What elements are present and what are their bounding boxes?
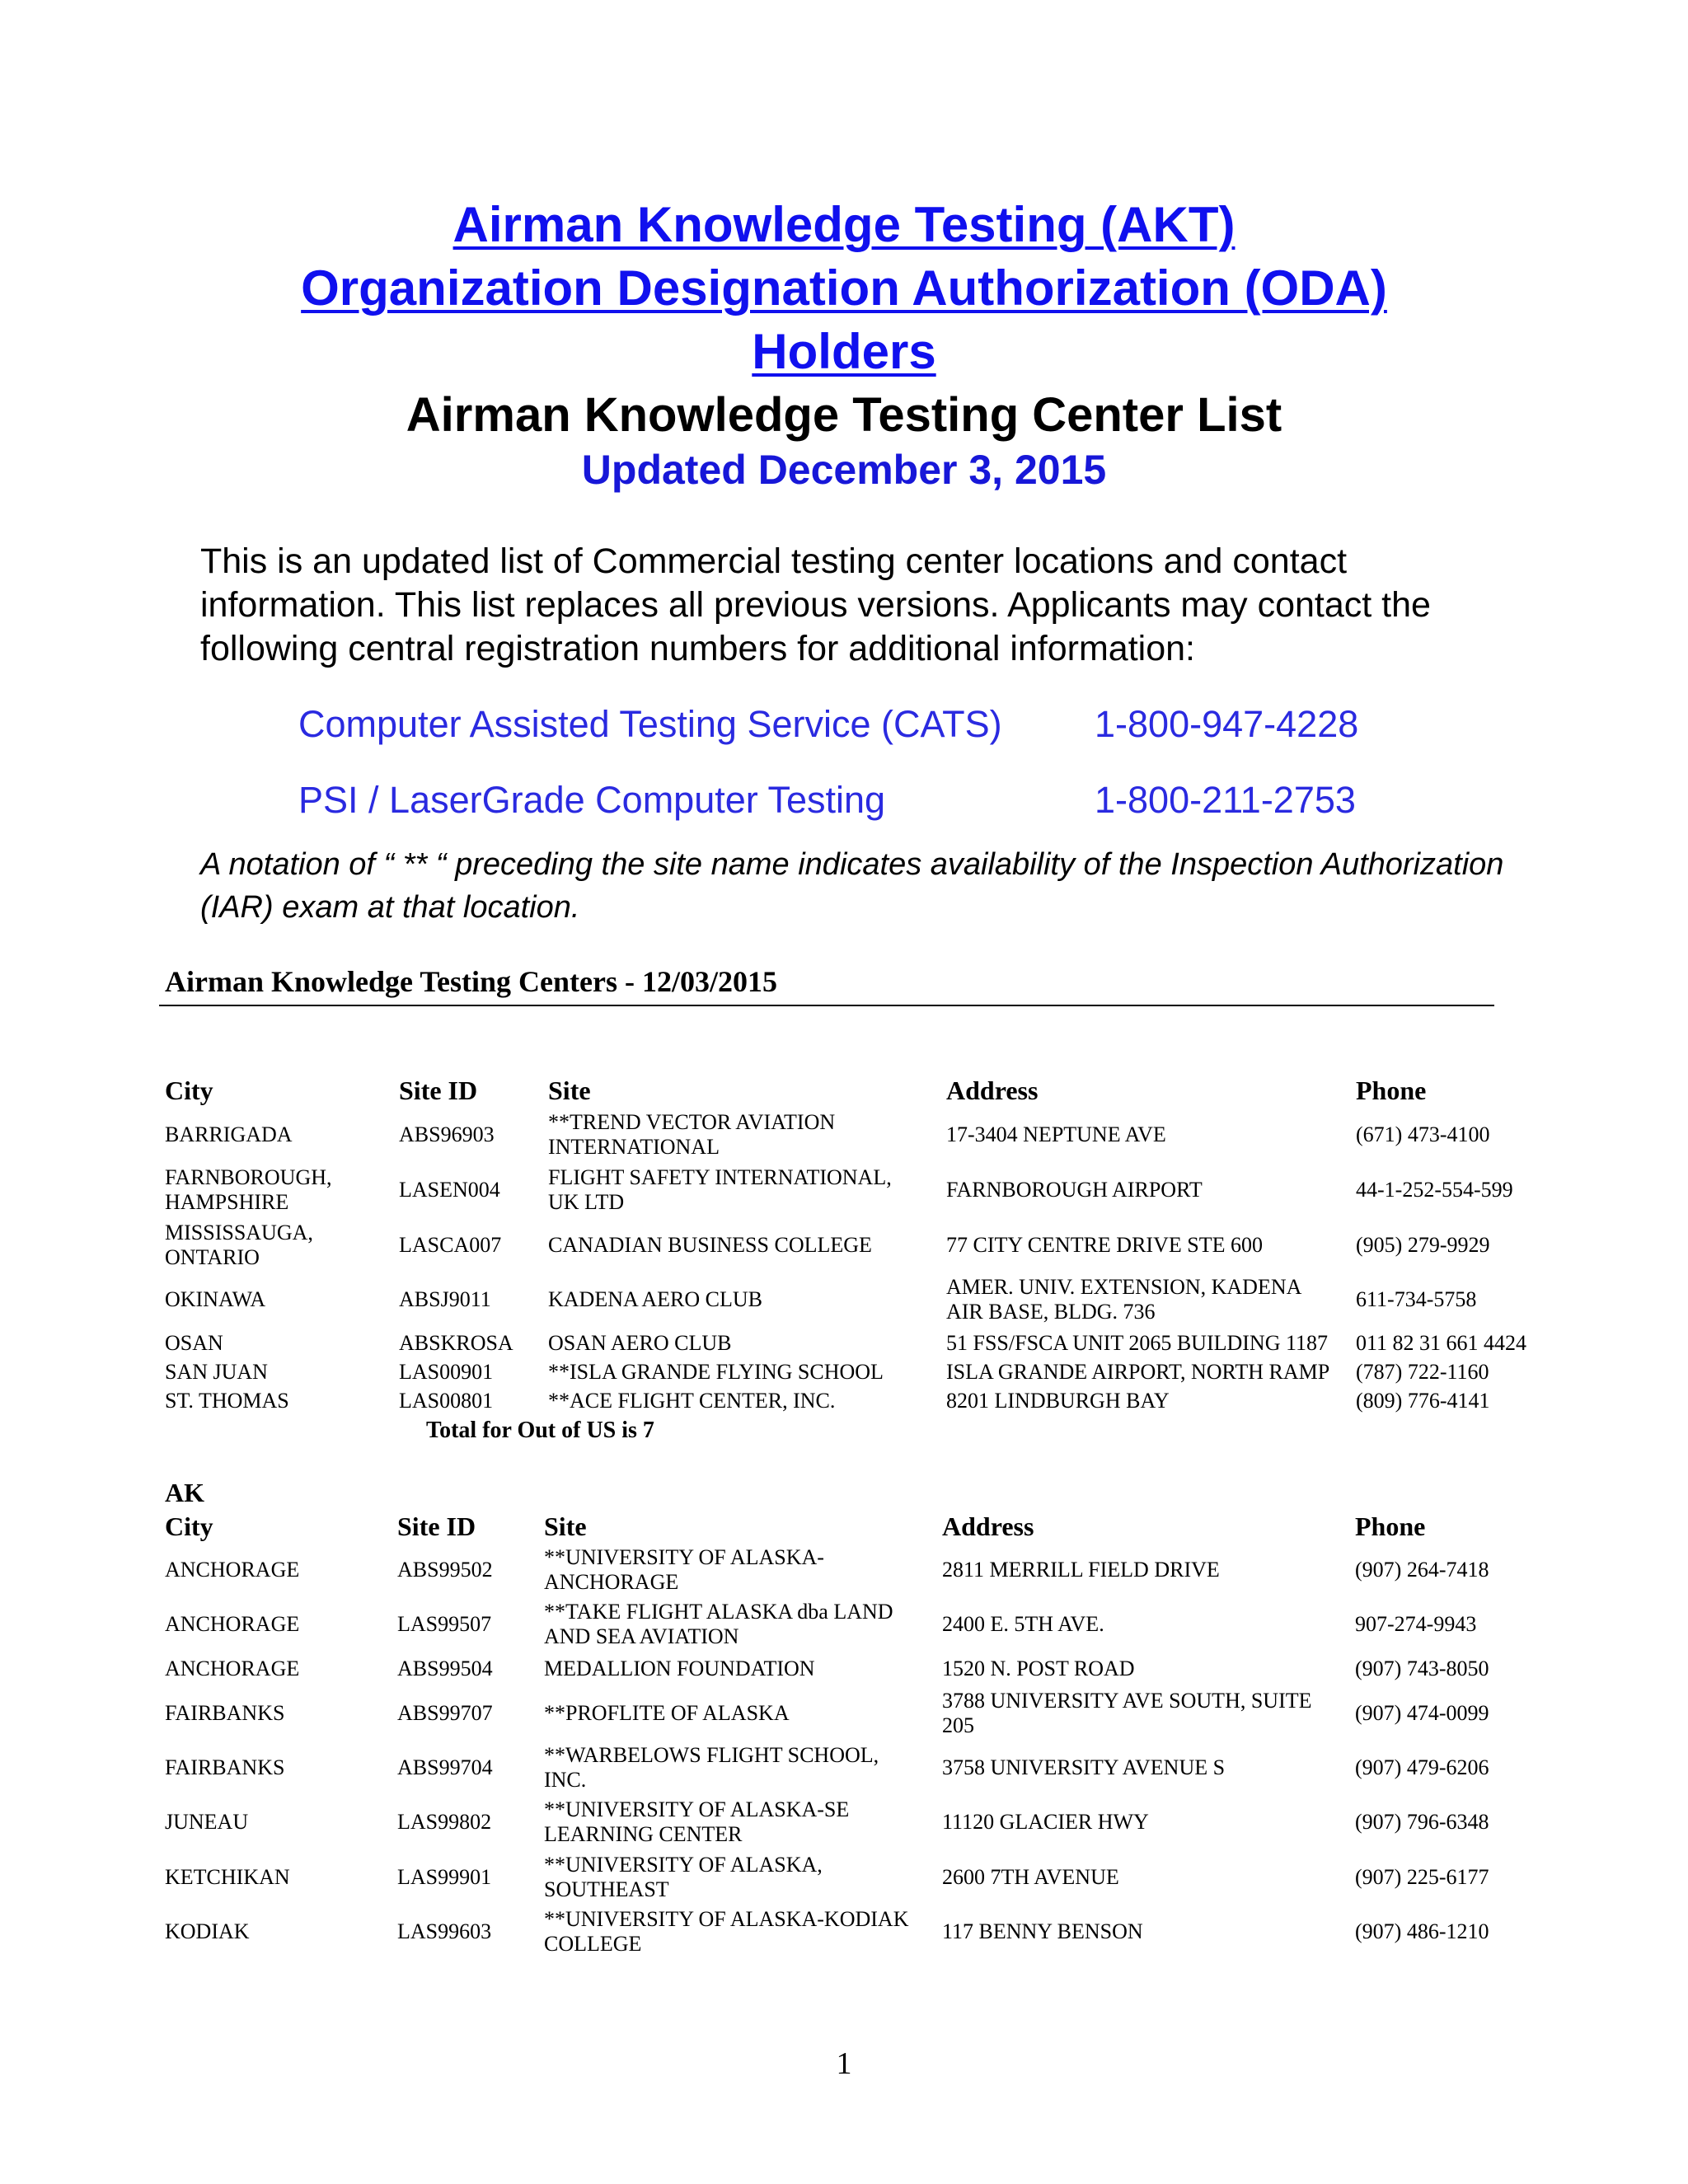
col-header-site-id: Site ID [399,1076,478,1105]
intro-paragraph: This is an updated list of Commercial testing center locations and contact information. This list replaces all previous versions. Applicants may contact the following central registration numbers for additional information: [200,541,1431,668]
title-line-1[interactable] [0,196,1688,253]
cell-site-id: LAS99507 [397,1612,492,1636]
cell-address: AMER. UNIV. EXTENSION, KADENA AIR BASE, BLDG. 736 [946,1275,1301,1324]
cell-site: **ISLA GRANDE FLYING SCHOOL [548,1360,884,1384]
cell-site-id: ABS99502 [397,1558,493,1582]
title-line-3[interactable] [0,323,1688,380]
cell-site: **UNIVERSITY OF ALASKA-ANCHORAGE [544,1545,824,1594]
cell-site-id: LASCA007 [399,1233,502,1257]
col-header-address: Address [942,1511,1034,1541]
cell-site: FLIGHT SAFETY INTERNATIONAL, UK LTD [548,1165,892,1214]
title-link-1[interactable]: Airman Knowledge Testing (AKT) [452,197,1236,252]
contact-psi-phone: 1-800-211-2753 [1095,779,1356,821]
cell-site-id: ABS96903 [399,1122,495,1146]
cell-phone: (671) 473-4100 [1356,1122,1490,1146]
title-link-3[interactable]: Holders [752,324,936,379]
cell-site: **ACE FLIGHT CENTER, INC. [548,1389,836,1413]
col-header-site: Site [548,1076,591,1105]
cell-site: OSAN AERO CLUB [548,1331,732,1355]
col-header-city: City [165,1076,213,1105]
cell-address: 77 CITY CENTRE DRIVE STE 600 [946,1233,1263,1257]
cell-site-id: LAS00901 [399,1360,494,1384]
title-link-2[interactable]: Organization Designation Authorization (ODA) [301,260,1387,316]
cell-phone: (907) 264-7418 [1355,1558,1489,1582]
cell-address: 8201 LINDBURGH BAY [946,1389,1170,1413]
cell-address: 2600 7TH AVENUE [942,1865,1119,1889]
cell-address: 17-3404 NEPTUNE AVE [946,1122,1166,1146]
section-title: Airman Knowledge Testing Centers - 12/03/2015 [165,965,777,998]
cell-city: ANCHORAGE [165,1657,300,1680]
cell-address: 51 FSS/FSCA UNIT 2065 BUILDING 1187 [946,1331,1329,1355]
cell-city: OKINAWA [165,1287,266,1311]
cell-site: **TREND VECTOR AVIATION INTERNATIONAL [548,1110,836,1159]
contact-cats-phone: 1-800-947-4228 [1095,703,1359,745]
cell-site: **UNIVERSITY OF ALASKA-KODIAK COLLEGE [544,1907,909,1956]
cell-city: KETCHIKAN [165,1865,290,1889]
contact-psi-name: PSI / LaserGrade Computer Testing [298,779,886,821]
cell-phone: (907) 796-6348 [1355,1810,1489,1834]
cell-site-id: ABSKROSA [399,1331,513,1355]
subtitle: Airman Knowledge Testing Center List [406,388,1282,442]
cell-address: 11120 GLACIER HWY [942,1810,1149,1834]
cell-phone: (907) 743-8050 [1355,1657,1489,1680]
cell-site-id: ABS99704 [397,1755,493,1779]
section-divider [159,1005,1494,1006]
cell-city: KODIAK [165,1919,250,1943]
cell-phone: 611-734-5758 [1356,1287,1477,1311]
cell-site-id: ABS99707 [397,1701,493,1725]
cell-site-id: ABSJ9011 [399,1287,491,1311]
cell-city: ANCHORAGE [165,1612,300,1636]
cell-phone: (787) 722-1160 [1356,1360,1489,1384]
cell-phone: 011 82 31 661 4424 [1356,1331,1527,1355]
state-heading-ak: AK [165,1478,204,1507]
cell-site-id: ABS99504 [397,1657,493,1680]
title-line-2[interactable] [0,260,1688,316]
cell-site: **PROFLITE OF ALASKA [544,1701,790,1725]
cell-city: ANCHORAGE [165,1558,300,1582]
cell-phone: (809) 776-4141 [1356,1389,1490,1413]
cell-address: 2811 MERRILL FIELD DRIVE [942,1558,1220,1582]
cell-site: **WARBELOWS FLIGHT SCHOOL, INC. [544,1743,879,1792]
cell-phone: (907) 474-0099 [1355,1701,1489,1725]
updated-date: Updated December 3, 2015 [581,447,1107,493]
cell-address: 3758 UNIVERSITY AVENUE S [942,1755,1226,1779]
col-header-site-id: Site ID [397,1511,476,1541]
cell-city: FARNBOROUGH, HAMPSHIRE [165,1165,332,1214]
cell-phone: (907) 479-6206 [1355,1755,1489,1779]
cell-site: KADENA AERO CLUB [548,1287,763,1311]
cell-city: FAIRBANKS [165,1755,285,1779]
out-of-us-total: Total for Out of US is 7 [426,1418,654,1443]
col-header-address: Address [946,1076,1039,1105]
cell-city: BARRIGADA [165,1122,293,1146]
cell-city: SAN JUAN [165,1360,268,1384]
iar-notation-note: A notation of “ ** “ preceding the site name indicates availability of the Inspection Authorization (IAR) exam at that location. [200,847,1504,925]
col-header-phone: Phone [1355,1511,1426,1541]
col-header-phone: Phone [1356,1076,1427,1105]
cell-city: FAIRBANKS [165,1701,285,1725]
cell-address: FARNBOROUGH AIRPORT [946,1178,1203,1202]
cell-phone: (905) 279-9929 [1356,1233,1490,1257]
cell-phone: (907) 486-1210 [1355,1919,1489,1943]
cell-site-id: LAS99901 [397,1865,492,1889]
cell-phone: 907-274-9943 [1355,1612,1477,1636]
page-number: 1 [836,2046,852,2081]
cell-address: 3788 UNIVERSITY AVE SOUTH, SUITE 205 [942,1689,1312,1737]
cell-city: JUNEAU [165,1810,249,1834]
cell-site: **TAKE FLIGHT ALASKA dba LAND AND SEA AVIATION [544,1600,893,1648]
cell-city: OSAN [165,1331,223,1355]
cell-city: MISSISSAUGA, ONTARIO [165,1221,313,1269]
cell-site-id: LASEN004 [399,1178,500,1202]
cell-city: ST. THOMAS [165,1389,289,1413]
contact-cats-name: Computer Assisted Testing Service (CATS) [298,703,1002,745]
cell-site: **UNIVERSITY OF ALASKA-SE LEARNING CENTER [544,1797,850,1846]
col-header-site: Site [544,1511,587,1541]
cell-address: 2400 E. 5TH AVE. [942,1612,1104,1636]
cell-site: MEDALLION FOUNDATION [544,1657,815,1680]
cell-site: CANADIAN BUSINESS COLLEGE [548,1233,872,1257]
cell-site-id: LAS99603 [397,1919,492,1943]
cell-site-id: LAS00801 [399,1389,494,1413]
cell-site-id: LAS99802 [397,1810,492,1834]
col-header-city: City [165,1511,213,1541]
cell-site: **UNIVERSITY OF ALASKA, SOUTHEAST [544,1853,823,1901]
cell-phone: (907) 225-6177 [1355,1865,1489,1889]
cell-address: ISLA GRANDE AIRPORT, NORTH RAMP [946,1360,1330,1384]
cell-phone: 44-1-252-554-599 [1356,1178,1513,1202]
cell-address: 1520 N. POST ROAD [942,1657,1135,1680]
cell-address: 117 BENNY BENSON [942,1919,1143,1943]
